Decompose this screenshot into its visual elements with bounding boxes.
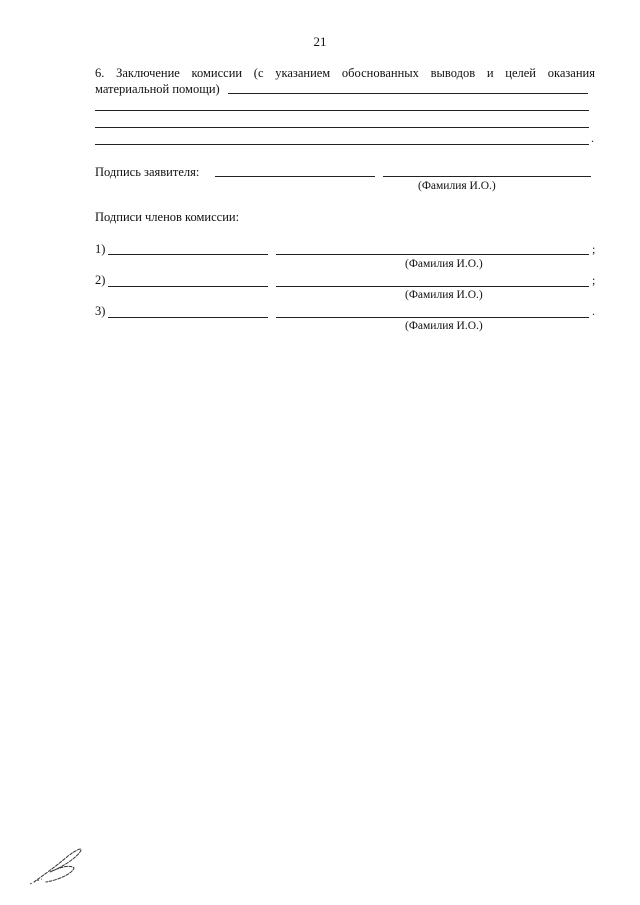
section-6-continuation: материальной помощи)	[95, 82, 220, 96]
applicant-signature-line[interactable]	[215, 176, 375, 177]
member-2-name-caption: (Фамилия И.О.)	[405, 289, 483, 301]
member-2-name-line[interactable]	[276, 286, 589, 287]
member-1-number: 1)	[95, 242, 106, 256]
conclusion-line-1[interactable]	[228, 93, 588, 94]
conclusion-line-4[interactable]	[95, 144, 589, 145]
applicant-signature-label: Подпись заявителя:	[95, 165, 200, 179]
applicant-name-line[interactable]	[383, 176, 591, 177]
conclusion-end-dot: .	[591, 131, 594, 145]
member-1-name-caption: (Фамилия И.О.)	[405, 258, 483, 270]
member-3-end: .	[592, 304, 595, 318]
conclusion-line-2[interactable]	[95, 110, 589, 111]
member-2-signature-line[interactable]	[108, 286, 268, 287]
page-number: 21	[313, 34, 327, 49]
member-3-signature-line[interactable]	[108, 317, 268, 318]
member-3-name-line[interactable]	[276, 317, 589, 318]
member-1-name-line[interactable]	[276, 254, 589, 255]
member-1-signature-line[interactable]	[108, 254, 268, 255]
member-2-end: ;	[592, 273, 596, 287]
commission-heading: Подписи членов комиссии:	[95, 210, 240, 224]
applicant-name-caption: (Фамилия И.О.)	[418, 180, 496, 192]
member-3-name-caption: (Фамилия И.О.)	[405, 320, 483, 332]
section-6-heading: 6. Заключение комиссии (с указанием обоснованных выводов и целей оказания	[95, 66, 595, 80]
handwritten-initials-mark	[28, 838, 88, 888]
member-1-end: ;	[592, 242, 596, 256]
conclusion-line-3[interactable]	[95, 127, 589, 128]
member-3-number: 3)	[95, 304, 106, 318]
member-2-number: 2)	[95, 273, 106, 287]
